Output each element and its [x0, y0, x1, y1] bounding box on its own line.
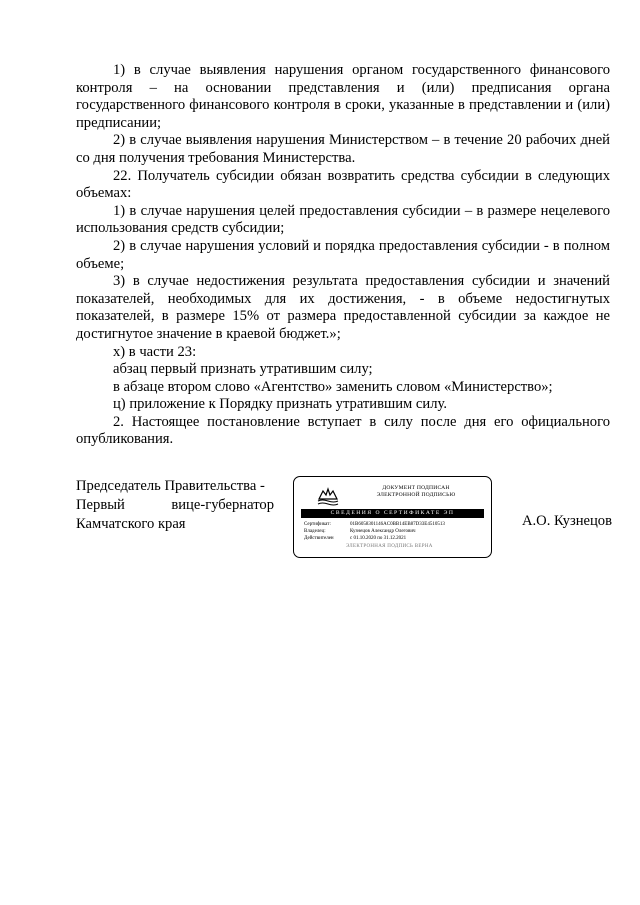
certificate-details: [304, 521, 445, 542]
stamp-header-line: ДОКУМЕНТ ПОДПИСАН: [382, 485, 450, 491]
certificate-label: Сертификат:: [304, 522, 331, 527]
certificate-row: [304, 521, 445, 528]
electronic-signature-stamp: [293, 476, 492, 558]
paragraph: 1) в случае выявления нарушения органом государственного финансового контроля – на основании представления и (или) предписания органа государственного финансового контроля в сроки, указанные в представлении и (или) предписании;: [76, 62, 610, 131]
coat-of-arms-icon: [316, 485, 340, 507]
position-line: Камчатского края: [76, 516, 186, 532]
stamp-header: [346, 485, 486, 499]
paragraph: 3) в случае недостижения результата предоставления субсидии и значений показателей, необходимых для их достижения, - в объеме недостигнутых показателей, в размере 15% от размера предоставленной субсидии за каждое не достигнутое значение в краевой бюджет.»;: [76, 273, 610, 342]
signatory-position: [76, 477, 274, 534]
position-line: Первый вице-губернатор: [76, 497, 274, 513]
paragraph: ц) приложение к Порядку признать утратившим силу.: [113, 396, 447, 413]
validity-label: Действителен: [304, 536, 334, 541]
validity-value: с 01.10.2020 по 31.12.2021: [350, 536, 407, 541]
certificate-value: 01B6058301146AC0BB14EB87D33E4510513: [350, 522, 445, 527]
paragraph: абзац первый признать утратившим силу;: [113, 361, 373, 378]
owner-value: Кузнецов Александр Олегович: [350, 529, 416, 534]
paragraph: 2) в случае выявления нарушения Министерством – в течение 20 рабочих дней со дня получения требования Министерства.: [76, 132, 610, 166]
owner-label: Владелец:: [304, 529, 326, 534]
document-body: [76, 62, 610, 449]
paragraph: 2) в случае нарушения условий и порядка предоставления субсидии - в полном объеме;: [76, 237, 610, 272]
paragraph: 2. Настоящее постановление вступает в силу после дня его официального опубликования.: [76, 413, 610, 448]
paragraph: 22. Получатель субсидии обязан возвратить средства субсидии в следующих объемах:: [76, 167, 610, 202]
owner-row: [304, 528, 445, 535]
paragraph: 1) в случае нарушения целей предоставления субсидии – в размере нецелевого использования средств субсидии;: [76, 202, 610, 237]
stamp-footer: ЭЛЕКТРОННАЯ ПОДПИСЬ ВЕРНА: [346, 544, 433, 549]
validity-row: [304, 535, 445, 542]
signatory-name: А.О. Кузнецов: [521, 513, 612, 529]
paragraph: х) в части 23:: [113, 343, 197, 360]
position-line: Председатель Правительства -: [76, 478, 265, 494]
certificate-info-bar: СВЕДЕНИЯ О СЕРТИФИКАТЕ ЭП: [301, 509, 484, 518]
paragraph: в абзаце втором слово «Агентство» заменить словом «Министерство»;: [113, 378, 553, 395]
stamp-header-line: ЭЛЕКТРОННОЙ ПОДПИСЬЮ: [376, 492, 456, 498]
